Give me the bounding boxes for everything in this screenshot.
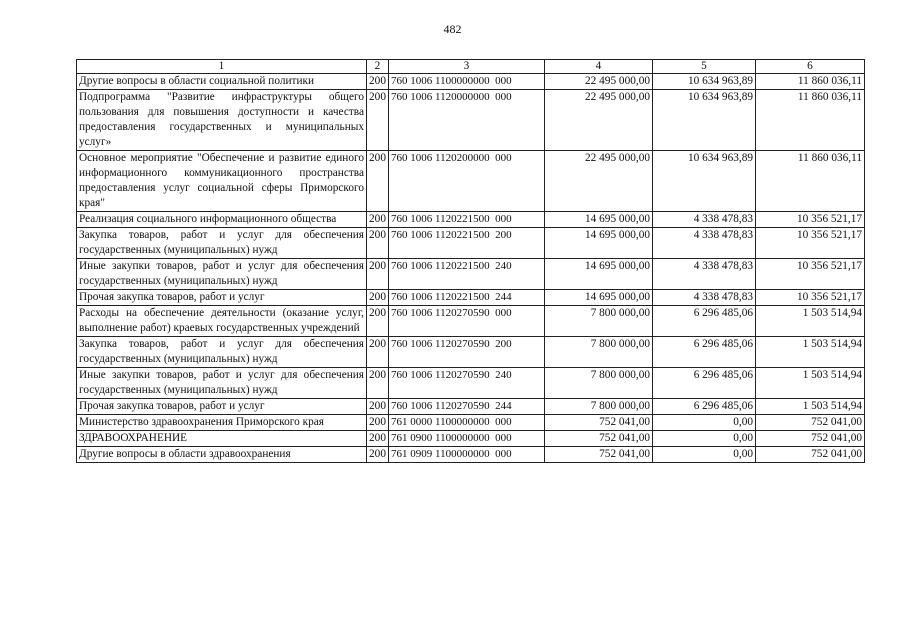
table-row (77, 212, 865, 228)
approved-amount-cell: 22 495 000,00 (545, 90, 653, 151)
remaining-amount-cell: 11 860 036,11 (756, 90, 865, 151)
budget-code-cell: 760 1006 1120221500 200 (389, 228, 545, 259)
executed-amount-cell: 10 634 963,89 (653, 90, 756, 151)
expense-name-cell: Прочая закупка товаров, работ и услуг (77, 399, 367, 415)
table-row (77, 399, 865, 415)
column-header: 3 (389, 60, 545, 74)
expense-name-cell: Другие вопросы в области здравоохранения (77, 447, 367, 463)
executed-amount-cell: 0,00 (653, 447, 756, 463)
approved-amount-cell: 14 695 000,00 (545, 259, 653, 290)
budget-code-cell: 761 0900 1100000000 000 (389, 431, 545, 447)
code-200-cell: 200 (367, 431, 389, 447)
expense-name-cell: Прочая закупка товаров, работ и услуг (77, 290, 367, 306)
budget-code-cell: 760 1006 1120270590 200 (389, 337, 545, 368)
executed-amount-cell: 6 296 485,06 (653, 368, 756, 399)
column-header: 1 (77, 60, 367, 74)
table-row (77, 228, 865, 259)
column-header: 5 (653, 60, 756, 74)
remaining-amount-cell: 1 503 514,94 (756, 337, 865, 368)
expense-name-cell: Расходы на обеспечение деятельности (оказание услуг, выполнение работ) краевых государственных учреждений (77, 306, 367, 337)
code-200-cell: 200 (367, 337, 389, 368)
remaining-amount-cell: 752 041,00 (756, 431, 865, 447)
approved-amount-cell: 752 041,00 (545, 447, 653, 463)
executed-amount-cell: 4 338 478,83 (653, 228, 756, 259)
table-row (77, 337, 865, 368)
table-row (77, 151, 865, 212)
approved-amount-cell: 7 800 000,00 (545, 337, 653, 368)
remaining-amount-cell: 11 860 036,11 (756, 74, 865, 90)
remaining-amount-cell: 752 041,00 (756, 415, 865, 431)
table-row (77, 447, 865, 463)
code-200-cell: 200 (367, 90, 389, 151)
column-header: 6 (756, 60, 865, 74)
remaining-amount-cell: 11 860 036,11 (756, 151, 865, 212)
expense-name-cell: Закупка товаров, работ и услуг для обеспечения государственных (муниципальных) нужд (77, 228, 367, 259)
executed-amount-cell: 10 634 963,89 (653, 74, 756, 90)
executed-amount-cell: 4 338 478,83 (653, 259, 756, 290)
budget-code-cell: 760 1006 1120270590 244 (389, 399, 545, 415)
code-200-cell: 200 (367, 290, 389, 306)
remaining-amount-cell: 10 356 521,17 (756, 212, 865, 228)
remaining-amount-cell: 752 041,00 (756, 447, 865, 463)
approved-amount-cell: 14 695 000,00 (545, 228, 653, 259)
executed-amount-cell: 4 338 478,83 (653, 290, 756, 306)
budget-code-cell: 760 1006 1120221500 244 (389, 290, 545, 306)
table-row (77, 431, 865, 447)
code-200-cell: 200 (367, 228, 389, 259)
column-header-row (77, 60, 865, 74)
table-row (77, 290, 865, 306)
approved-amount-cell: 22 495 000,00 (545, 74, 653, 90)
executed-amount-cell: 6 296 485,06 (653, 306, 756, 337)
budget-code-cell: 760 1006 1100000000 000 (389, 74, 545, 90)
code-200-cell: 200 (367, 259, 389, 290)
expense-name-cell: Реализация социального информационного общества (77, 212, 367, 228)
budget-code-cell: 760 1006 1120221500 240 (389, 259, 545, 290)
executed-amount-cell: 4 338 478,83 (653, 212, 756, 228)
page-number: 482 (443, 22, 462, 36)
approved-amount-cell: 752 041,00 (545, 415, 653, 431)
approved-amount-cell: 752 041,00 (545, 431, 653, 447)
code-200-cell: 200 (367, 399, 389, 415)
budget-table (76, 59, 865, 463)
approved-amount-cell: 22 495 000,00 (545, 151, 653, 212)
expense-name-cell: Иные закупки товаров, работ и услуг для обеспечения государственных (муниципальных) нужд (77, 259, 367, 290)
remaining-amount-cell: 10 356 521,17 (756, 259, 865, 290)
approved-amount-cell: 7 800 000,00 (545, 399, 653, 415)
code-200-cell: 200 (367, 74, 389, 90)
table-row (77, 74, 865, 90)
table-row (77, 306, 865, 337)
remaining-amount-cell: 10 356 521,17 (756, 228, 865, 259)
code-200-cell: 200 (367, 368, 389, 399)
expense-name-cell: Подпрограмма "Развитие инфраструктуры общего пользования для повышения доступности и качества предоставления государственных и муниципальных услуг» (77, 90, 367, 151)
remaining-amount-cell: 1 503 514,94 (756, 306, 865, 337)
remaining-amount-cell: 1 503 514,94 (756, 368, 865, 399)
expense-name-cell: Иные закупки товаров, работ и услуг для обеспечения государственных (муниципальных) нужд (77, 368, 367, 399)
expense-name-cell: Министерство здравоохранения Приморского края (77, 415, 367, 431)
table-row (77, 415, 865, 431)
executed-amount-cell: 6 296 485,06 (653, 399, 756, 415)
budget-code-cell: 760 1006 1120270590 240 (389, 368, 545, 399)
budget-code-cell: 761 0000 1100000000 000 (389, 415, 545, 431)
table-row (77, 259, 865, 290)
approved-amount-cell: 7 800 000,00 (545, 306, 653, 337)
column-header: 2 (367, 60, 389, 74)
code-200-cell: 200 (367, 306, 389, 337)
budget-code-cell: 760 1006 1120270590 000 (389, 306, 545, 337)
approved-amount-cell: 14 695 000,00 (545, 290, 653, 306)
approved-amount-cell: 14 695 000,00 (545, 212, 653, 228)
expense-name-cell: Основное мероприятие "Обеспечение и развитие единого информационного коммуникационного пространства предоставления услуг социальной сферы Приморского края" (77, 151, 367, 212)
expense-name-cell: Закупка товаров, работ и услуг для обеспечения государственных (муниципальных) нужд (77, 337, 367, 368)
expense-name-cell: Другие вопросы в области социальной политики (77, 74, 367, 90)
approved-amount-cell: 7 800 000,00 (545, 368, 653, 399)
budget-code-cell: 761 0909 1100000000 000 (389, 447, 545, 463)
budget-code-cell: 760 1006 1120221500 000 (389, 212, 545, 228)
executed-amount-cell: 0,00 (653, 431, 756, 447)
budget-code-cell: 760 1006 1120200000 000 (389, 151, 545, 212)
budget-code-cell: 760 1006 1120000000 000 (389, 90, 545, 151)
executed-amount-cell: 6 296 485,06 (653, 337, 756, 368)
table-row (77, 90, 865, 151)
executed-amount-cell: 0,00 (653, 415, 756, 431)
code-200-cell: 200 (367, 447, 389, 463)
code-200-cell: 200 (367, 151, 389, 212)
code-200-cell: 200 (367, 212, 389, 228)
column-header: 4 (545, 60, 653, 74)
table-row (77, 368, 865, 399)
executed-amount-cell: 10 634 963,89 (653, 151, 756, 212)
expense-name-cell: ЗДРАВООХРАНЕНИЕ (77, 431, 367, 447)
remaining-amount-cell: 10 356 521,17 (756, 290, 865, 306)
code-200-cell: 200 (367, 415, 389, 431)
remaining-amount-cell: 1 503 514,94 (756, 399, 865, 415)
